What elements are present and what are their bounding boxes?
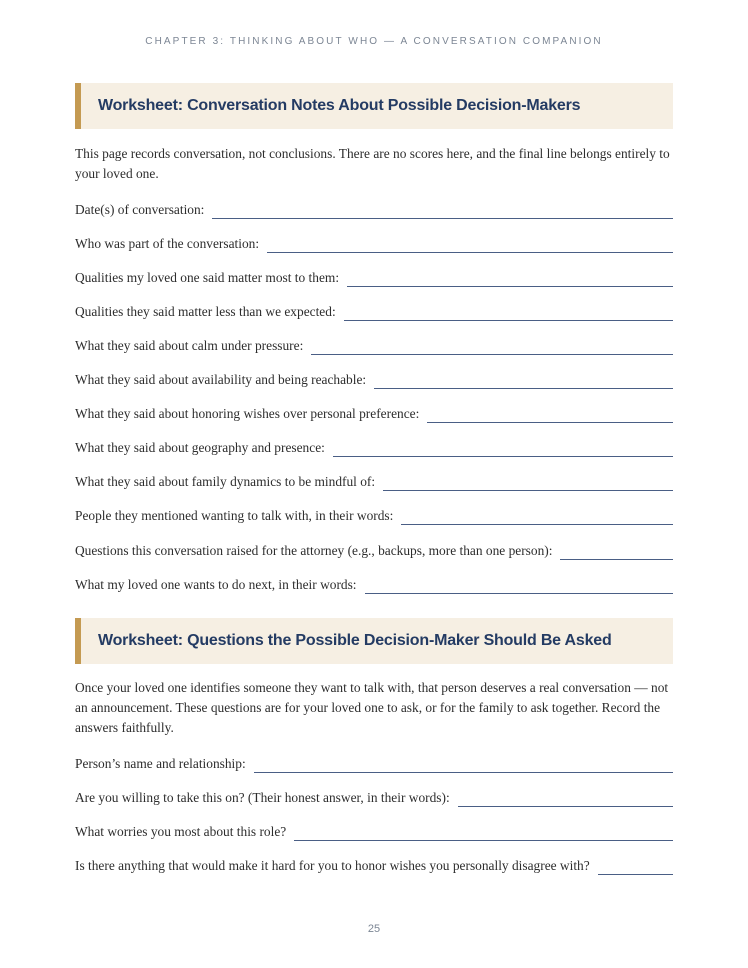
form-field-honoring-wishes	[75, 404, 673, 424]
write-in-line[interactable]	[347, 273, 673, 287]
form-field-people-mentioned	[75, 506, 673, 526]
field-label: What my loved one wants to do next, in their words:	[75, 577, 357, 592]
worksheet-2-intro: Once your loved one identifies someone they want to talk with, that person deserves a real conversation — not an announcement. These questions are for your loved one to ask, or for the family to ask together. Record the answers faithfully.	[75, 680, 669, 735]
field-label: Who was part of the conversation:	[75, 236, 260, 251]
form-field-conversation-dates	[75, 200, 673, 220]
worksheet-2-title: Worksheet: Questions the Possible Decision-Maker Should Be Asked	[98, 632, 612, 649]
form-field-availability	[75, 370, 673, 390]
field-label: What worries you most about this role?	[75, 824, 287, 839]
write-in-line[interactable]	[458, 793, 673, 807]
worksheet-1-title: Worksheet: Conversation Notes About Possible Decision-Makers	[98, 97, 581, 114]
write-in-line[interactable]	[598, 861, 673, 875]
form-field-next-steps	[75, 575, 673, 595]
field-label: Person’s name and relationship:	[75, 756, 246, 771]
field-label: Qualities they said matter less than we expected:	[75, 304, 336, 319]
page-number: 25	[367, 923, 381, 935]
form-field-disagreeing-wishes	[75, 856, 673, 876]
form-field-calm-under-pressure	[75, 336, 673, 356]
write-in-line[interactable]	[212, 205, 673, 219]
running-head: CHAPTER 3: THINKING ABOUT WHO — A CONVERSATION COMPANION	[145, 36, 603, 47]
form-field-qualities-matter-most	[75, 268, 673, 288]
write-in-line[interactable]	[267, 239, 673, 253]
field-label: What they said about geography and presence:	[75, 440, 325, 455]
field-label: Qualities my loved one said matter most to them:	[75, 270, 340, 285]
write-in-line[interactable]	[333, 443, 673, 457]
worksheet-1-intro: This page records conversation, not conclusions. There are no scores here, and the final line belongs entirely to your loved one.	[75, 146, 670, 181]
write-in-line[interactable]	[254, 759, 673, 773]
form-field-attorney-questions	[75, 541, 673, 561]
write-in-line[interactable]	[560, 546, 673, 560]
worksheet-2-banner	[75, 618, 673, 664]
field-label: What they said about family dynamics to be mindful of:	[75, 474, 376, 489]
write-in-line[interactable]	[294, 827, 673, 841]
form-field-willingness	[75, 788, 673, 808]
field-label: Are you willing to take this on? (Their honest answer, in their words):	[75, 790, 450, 805]
field-label: People they mentioned wanting to talk with, in their words:	[75, 508, 394, 523]
form-field-qualities-matter-less	[75, 302, 673, 322]
write-in-line[interactable]	[311, 341, 673, 355]
form-field-geography	[75, 438, 673, 458]
write-in-line[interactable]	[344, 307, 673, 321]
worksheet-1-banner	[75, 83, 673, 129]
field-label: Questions this conversation raised for the attorney (e.g., backups, more than one person):	[75, 543, 553, 558]
write-in-line[interactable]	[374, 375, 673, 389]
form-field-family-dynamics	[75, 472, 673, 492]
form-field-participants	[75, 234, 673, 254]
form-field-person-name	[75, 754, 673, 774]
write-in-line[interactable]	[401, 511, 673, 525]
field-label: What they said about availability and being reachable:	[75, 372, 367, 387]
field-label: What they said about honoring wishes over personal preference:	[75, 406, 420, 421]
write-in-line[interactable]	[383, 477, 673, 491]
field-label: Is there anything that would make it hard for you to honor wishes you personally disagree with?	[75, 858, 590, 873]
field-label: Date(s) of conversation:	[75, 202, 205, 217]
write-in-line[interactable]	[365, 580, 673, 594]
form-field-worries	[75, 822, 673, 842]
write-in-line[interactable]	[427, 409, 673, 423]
field-label: What they said about calm under pressure:	[75, 338, 304, 353]
